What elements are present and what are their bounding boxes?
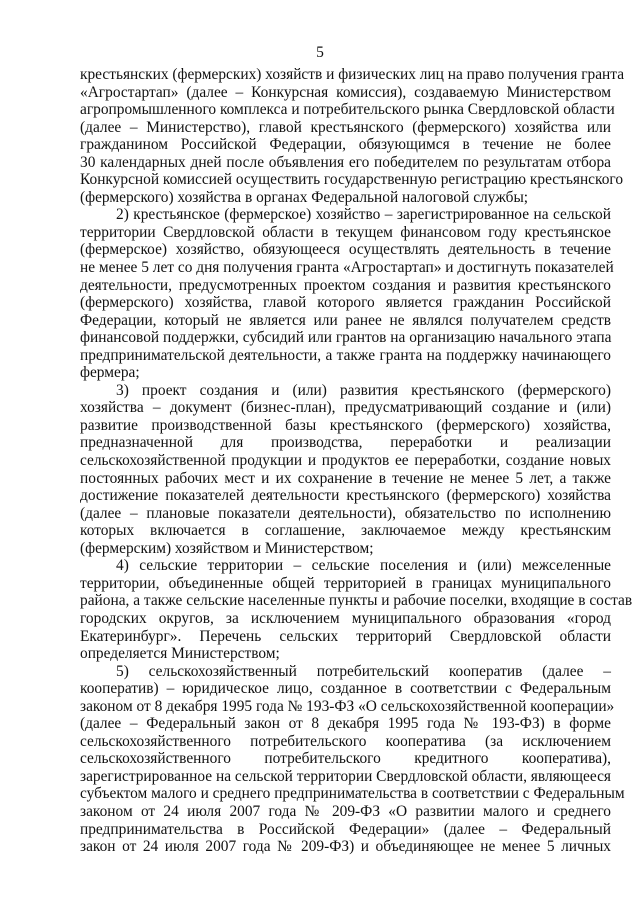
text-line: агропромышленного комплекса и потребительского рынка Свердловской области <box>80 101 615 119</box>
text-line: хозяйства – документ (бизнес-план), предусматривающий создание и (или) <box>80 399 611 417</box>
text-line: сельскохозяйственной продукции и продуктов ее переработки, создание новых <box>80 452 611 470</box>
text-line: городских округов, за исключением муниципального образования «город <box>80 609 611 627</box>
text-line: которых включается в соглашение, заключаемое между крестьянским <box>80 522 611 540</box>
text-line: 5) сельскохозяйственный потребительский кооператив (далее – <box>116 662 611 680</box>
text-line: зарегистрированное на сельской территории Свердловской области, являющееся <box>80 767 611 785</box>
text-line: сельскохозяйственного потребительского кооператива (за исключением <box>80 732 611 750</box>
paragraph <box>80 557 633 663</box>
text-line: «Агростартап» (далее – Конкурсная комиссия), создаваемую Министерством <box>80 83 611 101</box>
text-line: (фермерского) хозяйства в органах Федеральной налоговой службы; <box>80 188 529 206</box>
text-line: 2) крестьянское (фермерское) хозяйство – зарегистрированное на сельской <box>116 206 611 224</box>
text-line: не менее 5 лет со дня получения гранта «Агростартап» и достигнуть показателей <box>80 259 614 277</box>
text-line: развитие производственной базы крестьянского (фермерского) хозяйства, <box>80 416 611 434</box>
text-line: (далее – Министерство), главой крестьянского (фермерского) хозяйства или <box>80 118 611 136</box>
text-line: крестьянских (фермерских) хозяйств и физических лиц на право получения гранта <box>80 66 625 83</box>
text-line: предназначенной для производства, переработки и реализации <box>80 434 611 452</box>
text-line: постоянных рабочих мест и их сохранение в течение не менее 5 лет, а также <box>80 469 611 487</box>
page-number: 5 <box>316 44 324 61</box>
text-line: законом от 24 июля 2007 года № 209-ФЗ «О развитии малого и среднего <box>80 802 611 820</box>
text-line: (фермерским) хозяйством и Министерством; <box>80 539 374 557</box>
paragraph <box>80 206 614 382</box>
paragraph <box>80 382 611 557</box>
document-body <box>80 66 633 856</box>
text-line: финансовой поддержки, субсидий или грантов на организацию начального этапа <box>80 329 612 347</box>
text-line: 30 календарных дней после объявления его победителем по результатам отбора <box>80 153 611 171</box>
text-line: сельскохозяйственного потребительского кредитного кооператива), <box>80 750 611 768</box>
text-line: определяется Министерством; <box>80 645 280 663</box>
text-line: закон от 24 июля 2007 года № 209-ФЗ) и объединяющее не менее 5 личных <box>80 838 611 856</box>
paragraph <box>80 66 625 206</box>
text-line: деятельности, предусмотренных проектом создания и развития крестьянского <box>80 276 611 294</box>
paragraph <box>80 662 625 856</box>
text-line: Федерации, который не является или ранее не являлся получателем средств <box>80 311 611 329</box>
text-line: фермера; <box>80 364 140 382</box>
text-line: 3) проект создания и (или) развития крестьянского (фермерского) <box>116 381 611 399</box>
text-line: территории, объединенные общей территорией в границах муниципального <box>80 574 611 592</box>
text-line: (фермерское) хозяйство, обязующееся осуществлять деятельность в течение <box>80 241 611 259</box>
text-line: Конкурсной комиссией осуществить государственную регистрацию крестьянского <box>80 171 624 189</box>
text-line: законом от 8 декабря 1995 года № 193-ФЗ «О сельскохозяйственной кооперации» <box>80 697 615 715</box>
text-line: предпринимательства в Российской Федерации» (далее – Федеральный <box>80 820 611 838</box>
text-line: территории Свердловской области в текущем финансовом году крестьянское <box>80 223 611 241</box>
text-line: (далее – Федеральный закон от 8 декабря 1995 года № 193-ФЗ) в форме <box>80 715 611 733</box>
text-line: предпринимательской деятельности, а также гранта на поддержку начинающего <box>80 346 611 364</box>
text-line: кооператив) – юридическое лицо, созданное в соответствии с Федеральным <box>80 680 611 698</box>
text-line: Екатеринбург». Перечень сельских территорий Свердловской области <box>80 627 611 645</box>
text-line: достижение показателей деятельности крестьянского (фермерского) хозяйства <box>80 487 611 505</box>
text-line: субъектом малого и среднего предпринимательства в соответствии с Федеральным <box>80 785 625 803</box>
text-line: (далее – плановые показатели деятельности), обязательство по исполнению <box>80 504 611 522</box>
text-line: 4) сельские территории – сельские поселения и (или) межселенные <box>116 557 611 575</box>
text-line: гражданином Российской Федерации, обязующимся в течение не более <box>80 136 611 154</box>
text-line: района, а также сельские населенные пункты и рабочие поселки, входящие в состав <box>80 592 633 610</box>
text-line: (фермерского) хозяйства, главой которого является гражданин Российской <box>80 294 611 312</box>
